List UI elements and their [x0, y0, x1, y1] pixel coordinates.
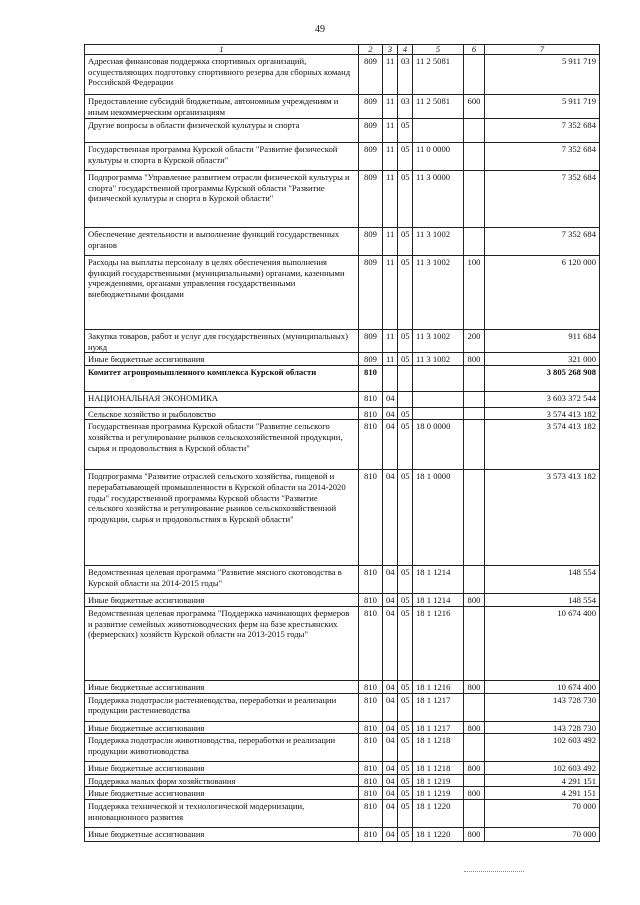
row-target-code: 18 1 1218 — [413, 762, 464, 775]
row-ministry: 809 — [359, 55, 383, 95]
row-amount: 143 728 730 — [485, 721, 600, 734]
row-expense-type — [464, 228, 485, 256]
table-row — [85, 762, 600, 775]
row-amount: 102 603 492 — [485, 762, 600, 775]
row-ministry: 810 — [359, 693, 383, 721]
table-row — [85, 228, 600, 256]
row-target-code: 18 1 1220 — [413, 799, 464, 827]
row-amount: 102 603 492 — [485, 734, 600, 762]
row-section: 11 — [383, 256, 398, 330]
row-target-code: 11 3 1002 — [413, 228, 464, 256]
row-section: 04 — [383, 762, 398, 775]
row-name: Ведомственная целевая программа "Развитие мясного скотоводства в Курской области на 2014-2015 годы" — [85, 566, 359, 594]
row-subsection: 05 — [398, 407, 413, 420]
row-subsection: 05 — [398, 566, 413, 594]
row-amount: 3 574 413 182 — [485, 407, 600, 420]
table-row — [85, 420, 600, 470]
row-section: 04 — [383, 420, 398, 470]
row-ministry: 809 — [359, 95, 383, 119]
table-row — [85, 827, 600, 841]
row-target-code — [413, 391, 464, 407]
row-ministry: 810 — [359, 407, 383, 420]
row-subsection: 05 — [398, 734, 413, 762]
row-subsection: 05 — [398, 827, 413, 841]
row-target-code: 18 1 1220 — [413, 827, 464, 841]
row-section: 04 — [383, 407, 398, 420]
row-expense-type — [464, 119, 485, 143]
row-name: Иные бюджетные ассигнования — [85, 827, 359, 841]
row-target-code: 11 3 1002 — [413, 330, 464, 353]
row-name: Государственная программа Курской области "Развитие физической культуры и спорта в Курской области" — [85, 143, 359, 171]
row-section: 04 — [383, 606, 398, 680]
row-name: Иные бюджетные ассигнования — [85, 762, 359, 775]
row-ministry: 810 — [359, 365, 383, 391]
row-target-code: 18 1 0000 — [413, 470, 464, 566]
row-section: 11 — [383, 119, 398, 143]
column-header-ministry: 2 — [359, 45, 383, 55]
table-header-row — [85, 45, 600, 55]
row-expense-type — [464, 365, 485, 391]
page-number: 49 — [315, 24, 325, 35]
row-target-code: 11 0 0000 — [413, 143, 464, 171]
row-name: Обеспечение деятельности и выполнение функций государственных органов — [85, 228, 359, 256]
table-row — [85, 594, 600, 607]
row-expense-type — [464, 774, 485, 787]
row-ministry: 810 — [359, 391, 383, 407]
row-name: Поддержка подотрасли растениеводства, переработки и реализации продукции растениеводства — [85, 693, 359, 721]
row-subsection: 05 — [398, 171, 413, 228]
row-expense-type — [464, 55, 485, 95]
row-amount: 321 000 — [485, 353, 600, 366]
row-ministry: 810 — [359, 606, 383, 680]
row-subsection: 05 — [398, 799, 413, 827]
row-ministry: 810 — [359, 774, 383, 787]
row-amount: 3 573 413 182 — [485, 470, 600, 566]
row-subsection — [398, 365, 413, 391]
row-target-code: 18 1 1214 — [413, 594, 464, 607]
row-expense-type — [464, 143, 485, 171]
column-header-subsection: 4 — [398, 45, 413, 55]
table-row — [85, 799, 600, 827]
row-section: 11 — [383, 55, 398, 95]
row-section: 11 — [383, 330, 398, 353]
row-section: 04 — [383, 734, 398, 762]
row-target-code: 18 1 1216 — [413, 680, 464, 693]
table-row — [85, 353, 600, 366]
row-target-code — [413, 407, 464, 420]
row-expense-type: 800 — [464, 762, 485, 775]
row-expense-type: 800 — [464, 353, 485, 366]
row-section: 04 — [383, 470, 398, 566]
table-row — [85, 566, 600, 594]
row-name: Поддержка подотрасли животноводства, переработки и реализации продукции животноводства — [85, 734, 359, 762]
row-amount: 7 352 684 — [485, 171, 600, 228]
row-subsection: 03 — [398, 95, 413, 119]
row-amount: 5 911 719 — [485, 55, 600, 95]
row-name: Поддержка технической и технологической модернизации, инновационного развития — [85, 799, 359, 827]
table-row — [85, 143, 600, 171]
row-section: 04 — [383, 391, 398, 407]
row-expense-type: 200 — [464, 330, 485, 353]
row-subsection: 03 — [398, 55, 413, 95]
row-ministry: 809 — [359, 228, 383, 256]
table-row — [85, 171, 600, 228]
row-expense-type — [464, 734, 485, 762]
table-row — [85, 391, 600, 407]
row-expense-type — [464, 407, 485, 420]
row-amount: 70 000 — [485, 827, 600, 841]
row-name: Иные бюджетные ассигнования — [85, 353, 359, 366]
row-target-code: 18 1 1219 — [413, 774, 464, 787]
row-section: 11 — [383, 171, 398, 228]
footer-mark — [464, 871, 524, 873]
row-name: Государственная программа Курской области "Развитие сельского хозяйства и регулирование рынков сельскохозяйственной продукции, сырья и продовольствия в Курской области" — [85, 420, 359, 470]
row-expense-type — [464, 391, 485, 407]
row-ministry: 810 — [359, 680, 383, 693]
row-subsection — [398, 391, 413, 407]
row-subsection: 05 — [398, 330, 413, 353]
row-section: 04 — [383, 693, 398, 721]
row-name: Другие вопросы в области физической культуры и спорта — [85, 119, 359, 143]
row-amount: 143 728 730 — [485, 693, 600, 721]
row-expense-type: 800 — [464, 680, 485, 693]
row-target-code: 18 1 1216 — [413, 606, 464, 680]
row-subsection: 05 — [398, 680, 413, 693]
row-amount: 3 805 268 908 — [485, 365, 600, 391]
row-name: Предоставление субсидий бюджетным, автономным учреждениям и иным некоммерческим организациям — [85, 95, 359, 119]
row-subsection: 05 — [398, 143, 413, 171]
row-name: Адресная финансовая поддержка спортивных организаций, осуществляющих подготовку спортивного резерва для сборных команд Российской Федерации — [85, 55, 359, 95]
row-target-code: 18 1 1217 — [413, 721, 464, 734]
row-target-code: 11 3 1002 — [413, 353, 464, 366]
table-row — [85, 330, 600, 353]
row-subsection: 05 — [398, 256, 413, 330]
row-ministry: 810 — [359, 566, 383, 594]
row-amount: 148 554 — [485, 594, 600, 607]
row-expense-type — [464, 470, 485, 566]
row-section — [383, 365, 398, 391]
table-row — [85, 365, 600, 391]
row-ministry: 810 — [359, 420, 383, 470]
row-amount: 3 574 413 182 — [485, 420, 600, 470]
row-ministry: 810 — [359, 762, 383, 775]
row-subsection: 05 — [398, 228, 413, 256]
row-section: 04 — [383, 566, 398, 594]
row-expense-type — [464, 799, 485, 827]
row-section: 04 — [383, 680, 398, 693]
column-header-amount: 7 — [485, 45, 600, 55]
row-target-code: 18 1 1218 — [413, 734, 464, 762]
row-subsection: 05 — [398, 119, 413, 143]
row-section: 11 — [383, 353, 398, 366]
table-row — [85, 256, 600, 330]
column-header-section: 3 — [383, 45, 398, 55]
row-target-code: 11 2 5081 — [413, 95, 464, 119]
row-subsection: 05 — [398, 353, 413, 366]
row-target-code: 11 3 0000 — [413, 171, 464, 228]
row-ministry: 809 — [359, 353, 383, 366]
row-expense-type — [464, 420, 485, 470]
row-expense-type — [464, 566, 485, 594]
row-expense-type: 800 — [464, 721, 485, 734]
row-name: Сельское хозяйство и рыболовство — [85, 407, 359, 420]
row-ministry: 809 — [359, 171, 383, 228]
row-target-code: 18 0 0000 — [413, 420, 464, 470]
table-row — [85, 470, 600, 566]
row-subsection: 05 — [398, 774, 413, 787]
row-expense-type: 800 — [464, 827, 485, 841]
row-expense-type: 600 — [464, 95, 485, 119]
row-amount: 10 674 400 — [485, 680, 600, 693]
row-name: НАЦИОНАЛЬНАЯ ЭКОНОМИКА — [85, 391, 359, 407]
row-subsection: 05 — [398, 420, 413, 470]
row-target-code: 18 1 1219 — [413, 787, 464, 800]
row-expense-type — [464, 693, 485, 721]
row-amount: 911 684 — [485, 330, 600, 353]
row-amount: 5 911 719 — [485, 95, 600, 119]
row-ministry: 810 — [359, 721, 383, 734]
row-ministry: 810 — [359, 799, 383, 827]
table-row — [85, 680, 600, 693]
table-row — [85, 734, 600, 762]
budget-table — [84, 44, 600, 842]
row-section: 04 — [383, 721, 398, 734]
table-row — [85, 774, 600, 787]
row-expense-type — [464, 171, 485, 228]
row-name: Подпрограмма "Управление развитием отрасли физической культуры и спорта" государственной программы Курской области "Развитие физической культуры и спорта в Курской области" — [85, 171, 359, 228]
row-subsection: 05 — [398, 721, 413, 734]
row-name: Закупка товаров, работ и услуг для государственных (муниципальных) нужд — [85, 330, 359, 353]
row-amount: 7 352 684 — [485, 119, 600, 143]
row-amount: 10 674 400 — [485, 606, 600, 680]
row-section: 04 — [383, 774, 398, 787]
row-section: 04 — [383, 594, 398, 607]
row-target-code: 18 1 1214 — [413, 566, 464, 594]
row-ministry: 810 — [359, 827, 383, 841]
row-name: Ведомственная целевая программа "Поддержка начинающих фермеров и развитие семейных животноводческих ферм на базе крестьянских (фермерских) хозяйств Курской области на 2013-2015 годы" — [85, 606, 359, 680]
row-name: Иные бюджетные ассигнования — [85, 721, 359, 734]
row-ministry: 809 — [359, 256, 383, 330]
row-name: Поддержка малых форм хозяйствования — [85, 774, 359, 787]
row-name: Расходы на выплаты персоналу в целях обеспечения выполнения функций государственными (муниципальными) органами, казенными учреждениями, органами управления государственными внебюджетными фондами — [85, 256, 359, 330]
row-amount: 148 554 — [485, 566, 600, 594]
table-row — [85, 787, 600, 800]
row-subsection: 05 — [398, 594, 413, 607]
table-row — [85, 95, 600, 119]
row-name: Иные бюджетные ассигнования — [85, 594, 359, 607]
table-row — [85, 721, 600, 734]
row-target-code — [413, 119, 464, 143]
column-header-target-code: 5 — [413, 45, 464, 55]
row-ministry: 810 — [359, 470, 383, 566]
row-section: 11 — [383, 228, 398, 256]
row-section: 04 — [383, 799, 398, 827]
row-subsection: 05 — [398, 470, 413, 566]
row-ministry: 809 — [359, 143, 383, 171]
row-amount: 7 352 684 — [485, 228, 600, 256]
column-header-name: 1 — [85, 45, 359, 55]
row-expense-type: 100 — [464, 256, 485, 330]
row-name: Иные бюджетные ассигнования — [85, 680, 359, 693]
row-section: 04 — [383, 827, 398, 841]
row-section: 11 — [383, 143, 398, 171]
row-ministry: 809 — [359, 119, 383, 143]
row-name: Иные бюджетные ассигнования — [85, 787, 359, 800]
row-ministry: 810 — [359, 734, 383, 762]
row-amount: 4 291 151 — [485, 787, 600, 800]
row-amount: 3 603 372 544 — [485, 391, 600, 407]
row-amount: 6 120 000 — [485, 256, 600, 330]
row-amount: 7 352 684 — [485, 143, 600, 171]
row-subsection: 05 — [398, 762, 413, 775]
row-expense-type — [464, 606, 485, 680]
row-name: Подпрограмма "Развитие отраслей сельского хозяйства, пищевой и перерабатывающей промышленности в Курской области на 2014-2020 годы" государственной программы Курской области "Развитие сельского хозяйства и регулирование рынков сельскохозяйственной продукции, сырья и продовольствия в Курской области" — [85, 470, 359, 566]
row-subsection: 05 — [398, 693, 413, 721]
table-row — [85, 55, 600, 95]
table-row — [85, 606, 600, 680]
table-row — [85, 407, 600, 420]
row-expense-type: 800 — [464, 787, 485, 800]
row-target-code: 11 3 1002 — [413, 256, 464, 330]
row-subsection: 05 — [398, 606, 413, 680]
row-subsection: 05 — [398, 787, 413, 800]
row-ministry: 810 — [359, 787, 383, 800]
row-section: 04 — [383, 787, 398, 800]
row-section: 11 — [383, 95, 398, 119]
table-row — [85, 693, 600, 721]
row-amount: 70 000 — [485, 799, 600, 827]
row-target-code: 11 2 5081 — [413, 55, 464, 95]
row-expense-type: 800 — [464, 594, 485, 607]
row-ministry: 809 — [359, 330, 383, 353]
row-name: Комитет агропромышленного комплекса Курской области — [85, 365, 359, 391]
row-amount: 4 291 151 — [485, 774, 600, 787]
row-target-code: 18 1 1217 — [413, 693, 464, 721]
row-target-code — [413, 365, 464, 391]
table-row — [85, 119, 600, 143]
column-header-expense-type: 6 — [464, 45, 485, 55]
row-ministry: 810 — [359, 594, 383, 607]
